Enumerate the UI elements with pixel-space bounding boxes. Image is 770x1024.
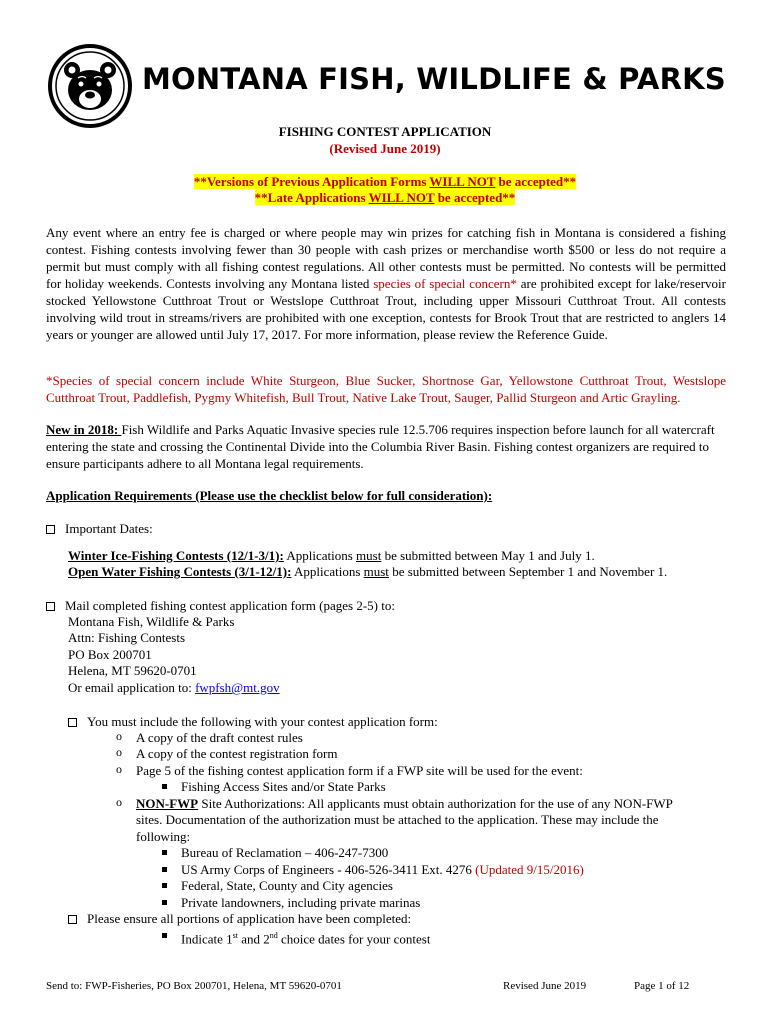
square-bullet-icon (162, 850, 167, 855)
footer-send-to: Send to: FWP-Fisheries, PO Box 200701, Helena, MT 59620-0701 (46, 980, 342, 992)
square-bullet-icon (162, 900, 167, 905)
agency-name: MONTANA FISH, WILDLIFE & PARKS (142, 62, 726, 96)
mail-address-line-3: PO Box 200701 (68, 647, 152, 662)
document-title: FISHING CONTEST APPLICATION (278, 124, 492, 139)
new-2018-paragraph: New in 2018: Fish Wildlife and Parks Aquatic Invasive species rule 12.5.706 requires inspection before launch for all watercraft entering the state and crossing the Continental Divide into the Columbia River Basin. Fishing contest organizers are required to ensure participants adhere to all Montana legal requirements. (46, 422, 715, 471)
species-of-concern-link[interactable]: species of special concern* (373, 276, 517, 291)
non-fwp-sub-3: Federal, State, County and City agencies (181, 878, 393, 893)
species-note: *Species of special concern include White Sturgeon, Blue Sucker, Shortnose Gar, Yellowstone Cutthroat Trout, Westslope Cutthroat Trout, Paddlefish, Pygmy Whitefish, Bull Trout, Native Lake Trout, Sauger, Pallid Sturgeon and Artic Grayling. (46, 373, 726, 405)
mail-address-line-4: Helena, MT 59620-0701 (68, 663, 197, 678)
mail-item: Mail completed fishing contest application form (pages 2-5) to: (46, 597, 395, 614)
important-dates-item: Important Dates: (46, 520, 153, 537)
square-bullet-icon (162, 933, 167, 938)
checkbox-icon[interactable] (46, 602, 55, 611)
non-fwp-sub-4: Private landowners, including private marinas (181, 895, 421, 910)
winter-dates-line: Winter Ice-Fishing Contests (12/1-3/1): Applications must be submitted between May 1 and July 1. (68, 548, 595, 563)
ensure-item: Please ensure all portions of application have been completed: (68, 910, 411, 927)
footer-revised: Revised June 2019 (503, 980, 587, 992)
warning-previous-versions: **Versions of Previous Application Forms WILL NOT be accepted** (193, 174, 577, 189)
checkbox-icon[interactable] (68, 718, 77, 727)
circle-bullet-icon: o (116, 795, 122, 809)
checkbox-icon[interactable] (68, 915, 77, 924)
non-fwp-sub-1: Bureau of Reclamation – 406-247-7300 (181, 845, 389, 860)
include-item: You must include the following with your contest application form: (68, 713, 438, 730)
email-link[interactable]: fwpfsh@mt.gov (195, 680, 280, 695)
document-revision: (Revised June 2019) (329, 141, 441, 156)
circle-bullet-icon: o (116, 762, 122, 776)
footer-page-number: Page 1 of 12 (634, 980, 690, 992)
square-bullet-icon (162, 867, 167, 872)
checkbox-icon[interactable] (46, 525, 55, 534)
include-item-4-line-3: following: (136, 829, 191, 844)
circle-bullet-icon: o (116, 729, 122, 743)
square-bullet-icon (162, 784, 167, 789)
open-water-dates-line: Open Water Fishing Contests (3/1-12/1): Applications must be submitted between September 1 and November 1. (68, 564, 668, 579)
ensure-choice-dates: Indicate 1st and 2nd choice dates for your contest (181, 931, 431, 947)
header (48, 44, 738, 128)
requirements-heading: Application Requirements (Please use the checklist below for full consideration): (46, 488, 493, 503)
square-bullet-icon (162, 883, 167, 888)
mail-address-line-1: Montana Fish, Wildlife & Parks (68, 614, 235, 629)
warning-late-applications: **Late Applications WILL NOT be accepted** (254, 190, 516, 205)
circle-bullet-icon: o (116, 745, 122, 759)
mail-address-line-2: Attn: Fishing Contests (68, 630, 186, 645)
include-item-3: Page 5 of the fishing contest application form if a FWP site will be used for the event: (136, 763, 583, 778)
include-item-2: A copy of the contest registration form (136, 746, 338, 761)
include-item-4-line-2: sites. Documentation of the authorization must be attached to the application. These may include the (136, 812, 659, 827)
bear-head-logo-icon (48, 44, 132, 128)
include-item-3-sub: Fishing Access Sites and/or State Parks (181, 779, 386, 794)
intro-paragraph: Any event where an entry fee is charged or where people may win prizes for catching fish in Montana is considered a fishing contest. Fishing contests involving fewer than 30 people with cash prizes or merchandise worth $500 or less do not require a permit but must comply with all fishing contest regulations. All other contests must be permitted. No contests will be permitted for holiday weekends. Contests involving any Montana listed species of special concern* are prohibited except for lake/reservoir stocked Yellowstone Cutthroat Trout or Westslope Cutthroat Trout, including upper Missouri Cutthroat Trout. All contests involving wild trout in streams/rivers are prohibited with one exception, contests for Brook Trout that are restricted to anglers 14 years or younger are allowed until July 17, 2017. For more information, please review the Reference Guide. (46, 225, 726, 342)
include-item-4-line-1: NON-FWP Site Authorizations: All applicants must obtain authorization for the use of any NON-FWP (136, 796, 673, 811)
non-fwp-sub-2: US Army Corps of Engineers - 406-526-3411 Ext. 4276 (Updated 9/15/2016) (181, 862, 584, 877)
include-item-1: A copy of the draft contest rules (136, 730, 303, 745)
email-line: Or email application to: fwpfsh@mt.gov (68, 680, 280, 695)
